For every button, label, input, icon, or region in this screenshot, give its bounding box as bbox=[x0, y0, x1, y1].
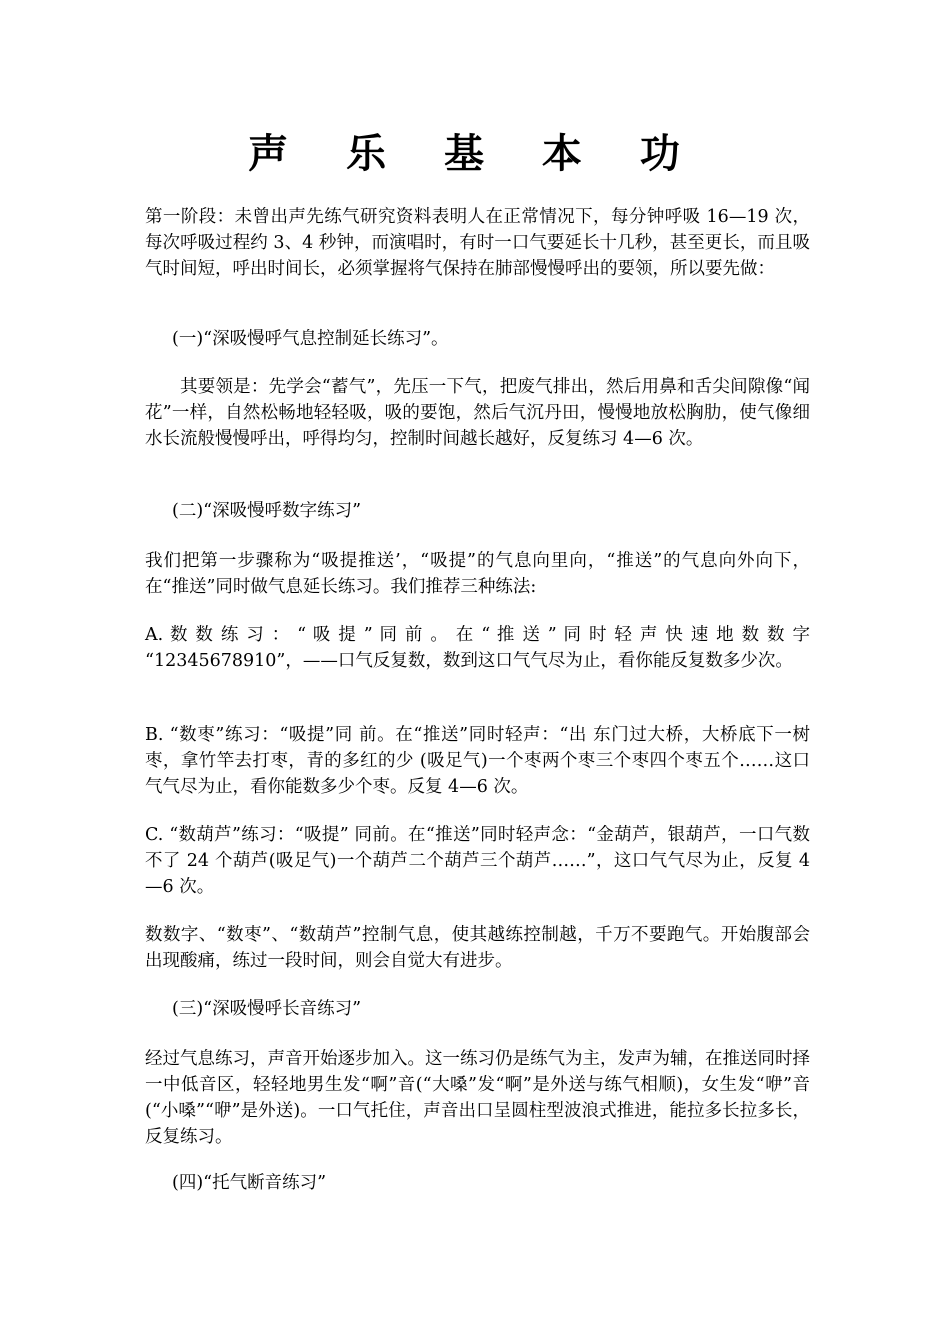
paragraph-long-tone: 经过气息练习，声音开始逐步加入。这一练习仍是练气为主，发声为辅，在推送同时择一中低音区，轻轻地男生发“啊”音(“大嗓”发“啊”是外送与练气相顺)，女生发“咿”音(“小嗓”“咿”是外送)。一口气托住，声音出口呈圆柱型波浪式推进，能拉多长拉多长，反复练习。 bbox=[145, 1049, 810, 1147]
paragraph-method-c: C. “数葫芦”练习：“吸提” 同前。在“推送”同时轻声念：“金葫芦，银葫芦，一口气数不了 24 个葫芦(吸足气)一个葫芦二个葫芦三个葫芦……”，这口气气尽为止，反复 4—6 次。 bbox=[145, 825, 810, 897]
page-title: 声 乐 基 本 功 bbox=[248, 131, 702, 177]
paragraph-intro-methods: 我们把第一步骤称为“吸提推送’，“吸提”的气息向里向，“推送”的气息向外向下，在“推送”同时做气息延长练习。我们推荐三种练法: bbox=[145, 551, 810, 597]
section-heading-1: (一)“深吸慢呼气息控制延长练习”。 bbox=[172, 329, 449, 349]
paragraph-summary: 数数字、“数枣”、“数葫芦”控制气息，使其越练控制越，千万不要跑气。开始腹部会出现酸痛，练过一段时间，则会自觉大有进步。 bbox=[145, 925, 810, 971]
section-heading-4: (四)“托气断音练习” bbox=[172, 1173, 327, 1193]
paragraph-essentials: 其要领是：先学会“蓄气”，先压一下气，把废气排出，然后用鼻和舌尖间隙像“闻花”一样，自然松畅地轻轻吸，吸的要饱，然后气沉丹田，慢慢地放松胸肋，使气像细水长流般慢慢呼出，呼得均匀，控制时间越长越好，反复练习 4—6 次。 bbox=[145, 377, 810, 449]
section-heading-2: (二)“深吸慢呼数字练习” bbox=[172, 501, 362, 521]
paragraph-method-b: B. “数枣”练习：“吸提”同 前。在“推送”同时轻声：“出 东门过大桥，大桥底下一树枣，拿竹竿去打枣，青的多红的少 (吸足气)一个枣两个枣三个枣四个枣五个……这口气气尽为止，看你能数多少个枣。反复 4—6 次。 bbox=[145, 725, 810, 797]
paragraph-method-a: A. 数 数 练 习 ： “ 吸 提 ” 同 前 。 在 “ 推 送 ” 同 时 轻 声 快 速 地 数 数 字 “12345678910”，——口气反复数，数到这口气气尽为止，看你能反复数多少次。 bbox=[145, 625, 810, 671]
section-heading-3: (三)“深吸慢呼长音练习” bbox=[172, 999, 362, 1019]
paragraph-stage-one: 第一阶段：未曾出声先练气研究资料表明人在正常情况下，每分钟呼吸 16—19 次，每次呼吸过程约 3、4 秒钟，而演唱时，有时一口气要延长十几秒，甚至更长，而且吸气时间短，呼出时间长，必须掌握将气保持在肺部慢慢呼出的要领，所以要先做： bbox=[145, 207, 810, 279]
